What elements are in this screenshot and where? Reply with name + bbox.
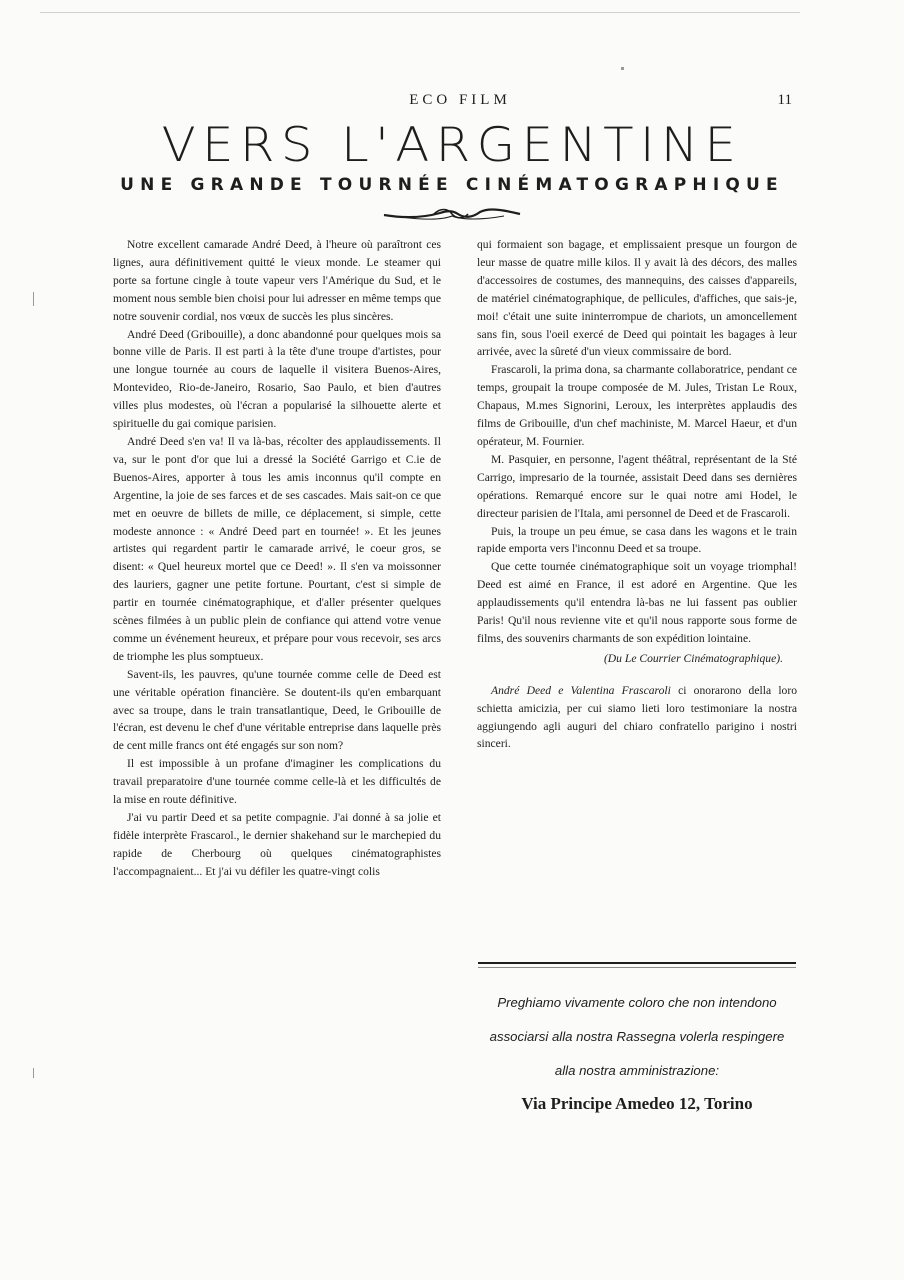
paragraph: Savent-ils, les pauvres, qu'une tournée comme celle de Deed est une véritable opération financière. Se doutent-ils qu'en embarquant avec sa troupe, dans le train transatlantique, Deed, le Gribouille de l'écran, est devenu le chef d'une véritable entreprise dans laquelle près de cent mille francs ont été engagés sur son nom? xyxy=(113,667,441,753)
source-citation: (Du Le Courrier Cinématographique). xyxy=(603,651,783,665)
scan-mark xyxy=(621,67,624,70)
paragraph: Frascaroli, la prima dona, sa charmante collaboratrice, pendant ce temps, groupait la troupe composée de M. Jules, Tristan Le Roux, Chapaus, M.mes Signorini, Leroux, les interprètes applaudis des films de Gribouille, d'un chef machiniste, M. Marcel Haeur, et d'un opérateur, M. Fournier. xyxy=(477,363,797,448)
italian-note-text: ci onorarono della loro schietta amicizia, per cui siamo lieti loro testimoniare la nostra aggiungendo agli auguri del chiaro confratello parigino i nostri sinceri. xyxy=(477,683,797,751)
notice-text: Preghiamo vivamente coloro che non intendono associarsi alla nostra Rassegna volerla respingere alla nostra amministrazione: xyxy=(489,995,785,1078)
ornament-divider-icon xyxy=(382,206,522,222)
top-border-line xyxy=(40,12,800,13)
paragraph: M. Pasquier, en personne, l'agent théâtral, représentant de la Sté Carrigo, impresario de la tournée, assistait Deed dans ses dernières opérations. Remarqué encore sur le quai notre ami Hodel, le directeur parisien de l'Itala, ami personnel de Deed et de Frascaroli. xyxy=(477,452,797,520)
scan-mark xyxy=(33,1068,34,1078)
article-subtitle: UNE GRANDE TOURNÉE CINÉMATOGRAPHIQUE xyxy=(120,175,784,195)
separator-rule xyxy=(478,962,796,964)
page-number: 11 xyxy=(777,92,792,108)
page-header xyxy=(120,92,800,112)
notice-address: Via Principe Amedeo 12, Torino xyxy=(521,1094,753,1113)
publication-name: ECO FILM xyxy=(409,92,511,108)
paragraph: André Deed (Gribouille), a donc abandonné pour quelques mois sa bonne ville de Paris. Il est parti à la tête d'une troupe d'artistes, pour une longue tournée au cours de laquelle il visitera Buenos-Aires, Montevideo, Rio-de-Janeiro, Rosario, Sao Paulo, et bien d'autres villes plus modestes, où l'écran a popularisé la silhouette alerte et spirituelle du gai comique parisien. xyxy=(113,327,441,431)
right-column xyxy=(477,236,797,753)
subscription-notice xyxy=(478,986,796,1088)
left-column xyxy=(113,236,441,881)
italian-note-names: André Deed e Valentina Frascaroli xyxy=(491,683,671,697)
paragraph-continuation: qui formaient son bagage, et emplissaient presque un fourgon de leur masse de quatre mille kilos. Il y avait là des décors, des malles d'accessoires de costumes, des mannequins, des caisses d'appareils, de matériel cinématographique, de pellicules, d'affiches, que sais-je, moi! c'était une suite ininterrompue de chariots, un amoncellement sans fin, sous l'oeil exercé de Deed qui pointait les bagages à leur arrivée, avec la sûreté d'un vieux commissaire de bord. xyxy=(477,238,797,359)
paragraph: Notre excellent camarade André Deed, à l'heure où paraîtront ces lignes, aura définitivement quitté le vieux monde. Le steamer qui porte sa fortune cingle à toute vapeur vers l'Amérique du Sud, et le moment nous semble bien choisi pour lui adresser en même temps que notre souvenir cordial, nos vœux de succès les plus sincères. xyxy=(113,238,441,323)
scan-mark xyxy=(33,292,34,306)
article-title: VERS L'ARGENTINE xyxy=(161,118,743,173)
paragraph: Que cette tournée cinématographique soit un voyage triomphal! Deed est aimé en France, il est adoré en Argentine. Que les applaudissements qu'il entendra là-bas ne lui fassent pas oublier Paris! Qu'il nous revienne vite et qu'il nous rapporte sous forme de films, des souvenirs charmants de son expédition lointaine. xyxy=(477,560,797,645)
paragraph: Puis, la troupe un peu émue, se casa dans les wagons et le train rapide emporta vers l'inconnu Deed et sa troupe. xyxy=(477,524,797,556)
paragraph: J'ai vu partir Deed et sa petite compagnie. J'ai donné à sa jolie et fidèle interprète Frascarol., le dernier shakehand sur le marchepied du rapide de Cherbourg où quelques cinématographistes l'accompagnaient... Et j'ai vu défiler les quatre-vingt colis xyxy=(113,811,441,878)
paragraph: André Deed s'en va! Il va là-bas, récolter des applaudissements. Il va, sur le pont d'or que lui a dressé la Société Garrigo et C.ie de Buenos-Aires, apporter à tous les amis inconnus qu'il compte en Argentine, la joie de ses farces et de ses cascades. Mais sait-on ce que met en oeuvre de billets de mille, ce déplacement, si simple, cette modeste annonce : « André Deed part en tournée! ». Et les jeunes artistes qui regardent partir le camarade arrivé, le coeur gros, se disent: « Quel heureux mortel que ce Deed! ». Il s'en va moissonner des lauriers, gagner une petite fortune. Pourtant, c'est si simple de partir en tournée cinématographique, et d'aller présenter quelques scènes filmées à un public plein de confiance qui attend votre venue comme un événement heureux, et prépare pour vous recevoir, ses arcs de triomphe les plus somptueux. xyxy=(113,434,441,663)
separator-rule-thin xyxy=(478,967,796,968)
italian-note xyxy=(477,682,797,754)
paragraph: Il est impossible à un profane d'imaginer les complications du travail preparatoire d'une tournée comme celle-là et les difficultés de la mise en route définitive. xyxy=(113,757,441,807)
